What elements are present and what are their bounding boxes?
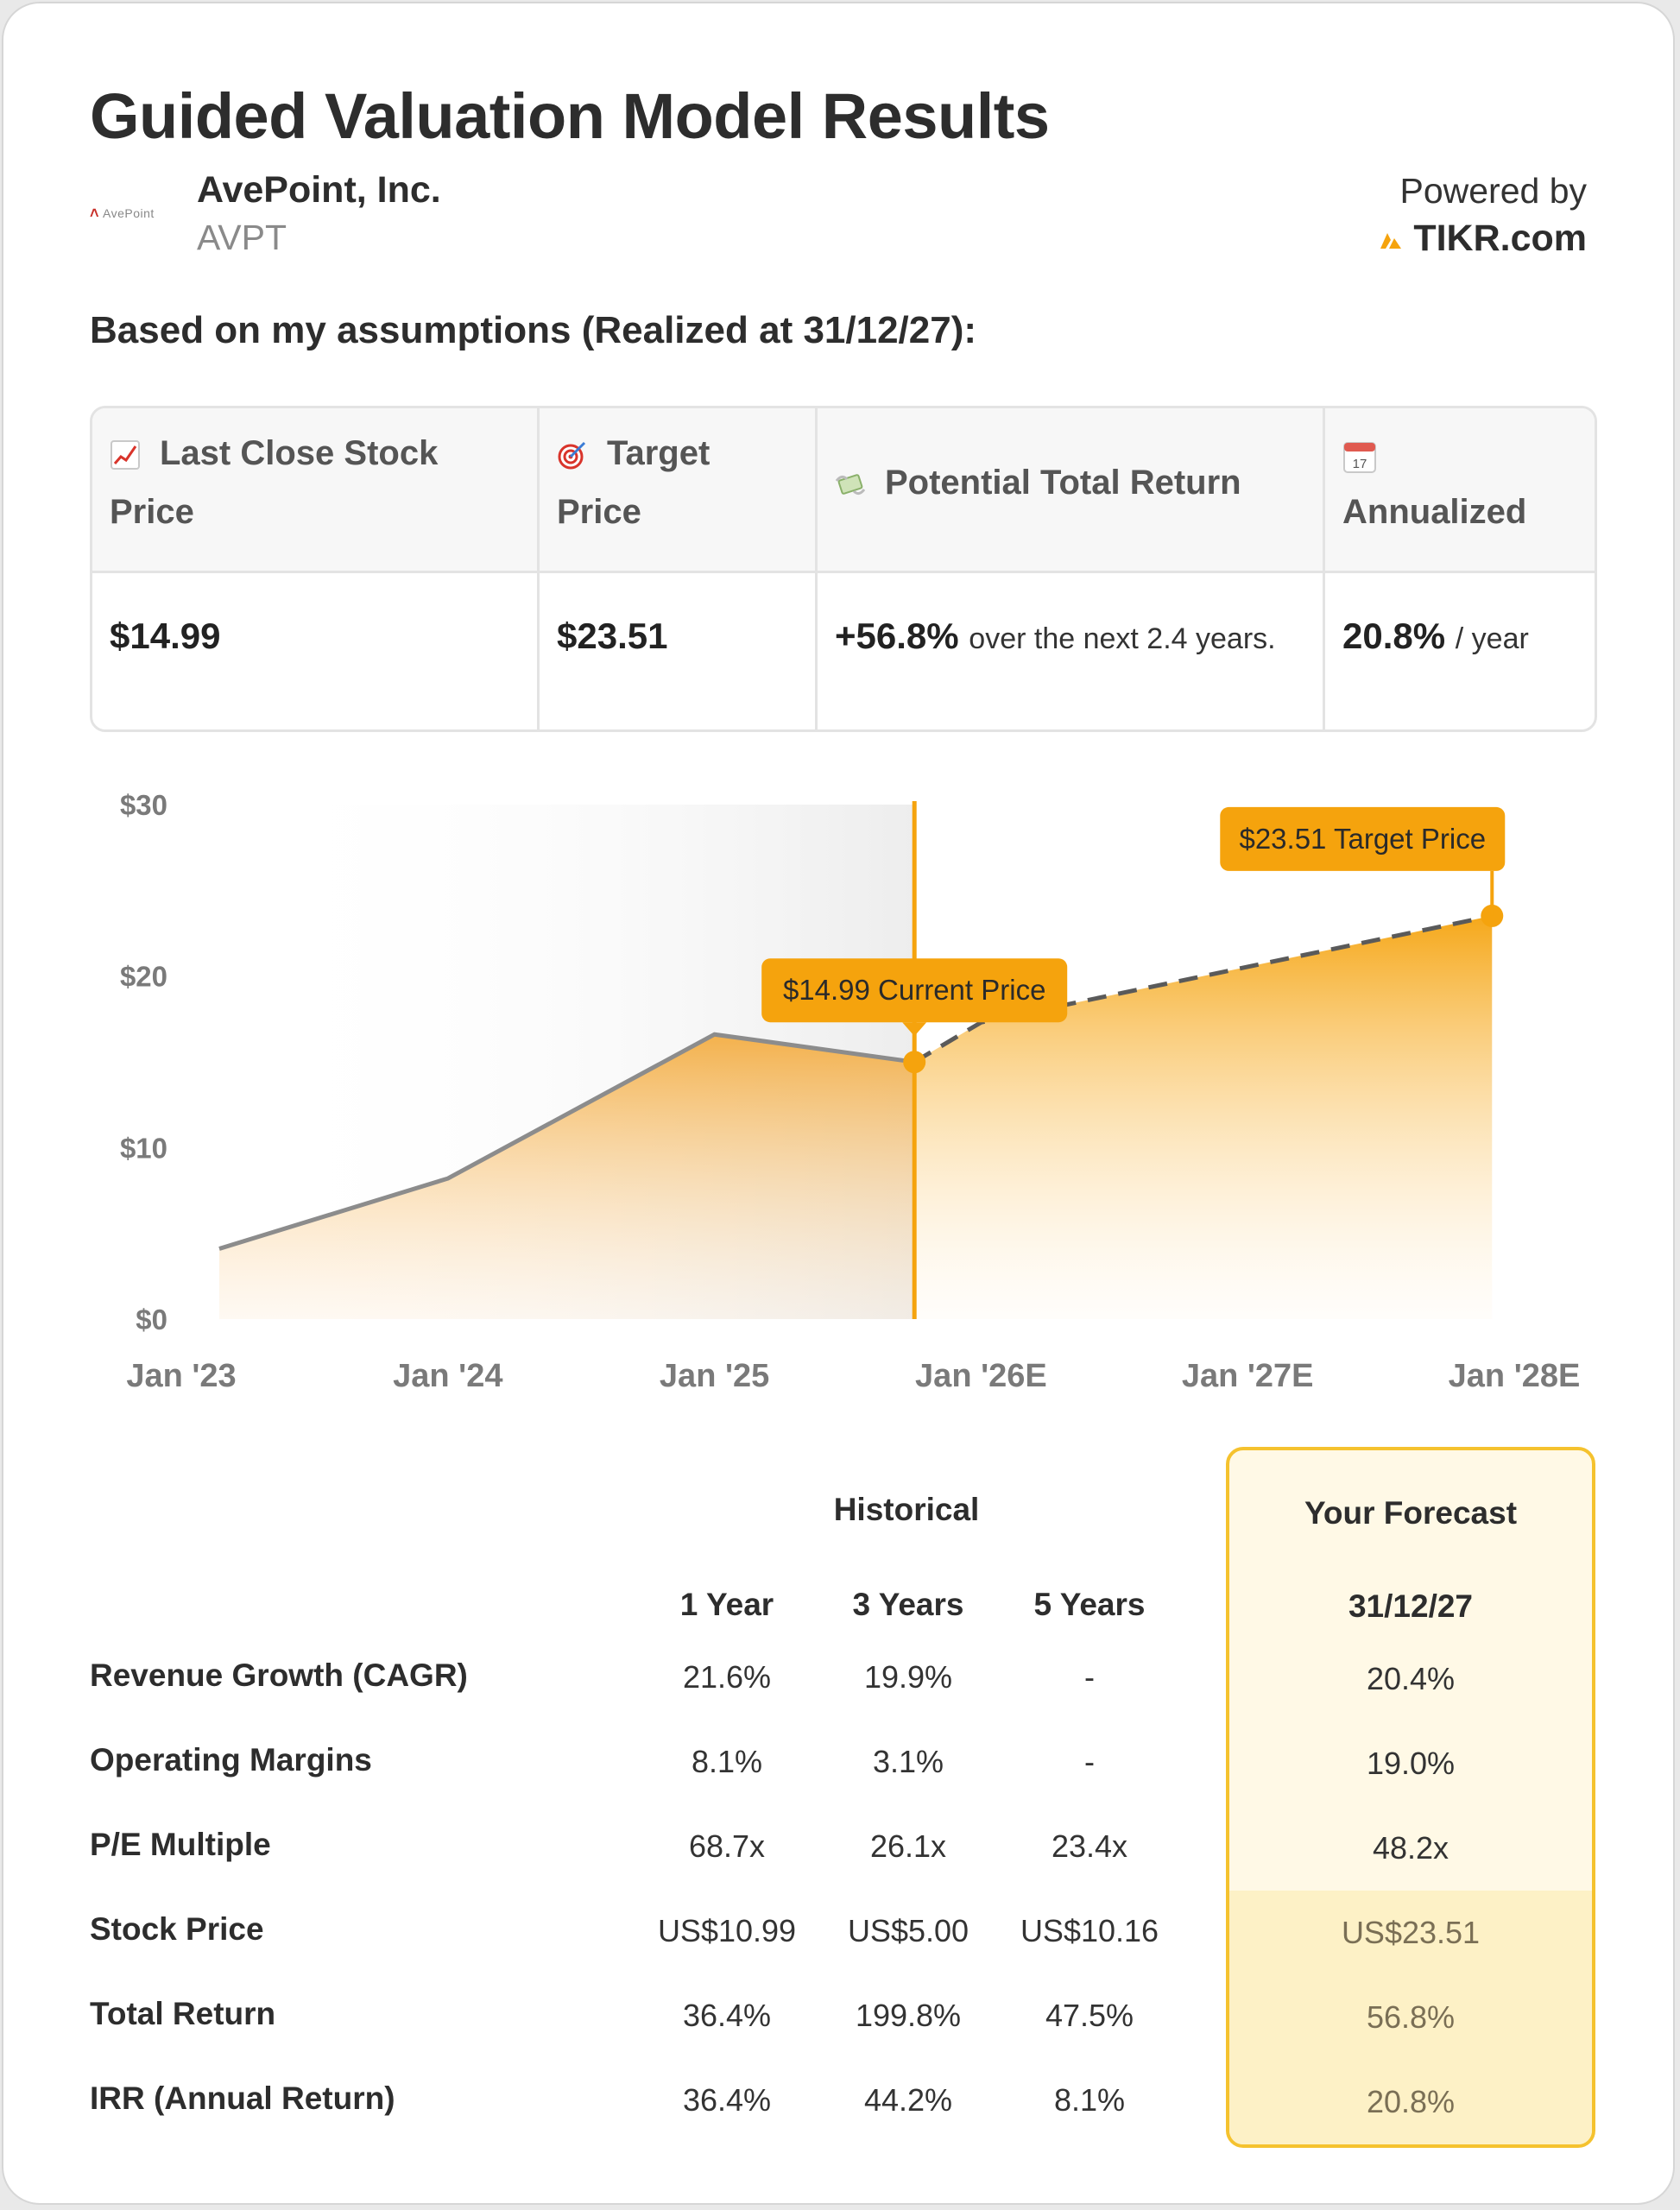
metric-value: 68.7x [688,1828,766,1864]
x-tick-label: Jan '26E [915,1358,1047,1394]
metric-row-label: P/E Multiple [90,1827,271,1862]
metric-row-label: Total Return [90,1996,276,2031]
target-column [540,408,818,729]
metric-value: 36.4% [682,1998,772,2033]
annotation-label: $14.99 Current Price [782,974,1046,1007]
col-5-years: 5 Years [1033,1587,1146,1622]
forecast-value: 48.2x [1372,1830,1449,1866]
forecast-date: 31/12/27 [1348,1588,1474,1624]
chart-increasing-icon [110,439,141,470]
metric-value: - [1084,1659,1095,1695]
results-card [2,2,1675,2205]
forecast-value: 56.8% [1366,1999,1456,2035]
last-close-label-line2: Price [110,493,194,531]
last-close-value: $14.99 [110,616,221,656]
y-tick-label: $0 [136,1304,167,1335]
metric-value: 199.8% [855,1998,962,2033]
col-1-year: 1 Year [679,1587,774,1622]
target-label: Target [557,424,710,483]
summary-table [90,406,1597,732]
total-return-label: Potential Total Return [835,453,1241,512]
annualized-label: Annualized [1342,493,1527,531]
annualized-subtext: / year [1455,622,1529,655]
price-chart [3,772,1677,1428]
forecast-panel [1226,1447,1595,2148]
metric-row-label: Stock Price [90,1911,264,1947]
forecast-value: US$23.51 [1341,1915,1481,1950]
metric-value: 36.4% [682,2082,772,2118]
assumptions-heading: Based on my assumptions (Realized at 31/12/27): [90,309,977,351]
total-return-column [818,408,1325,729]
company-logo-text: AvePoint [103,206,155,220]
metric-value: 47.5% [1045,1998,1134,2033]
tikr-logo-icon [1379,228,1405,250]
forecast-value: 19.0% [1366,1746,1456,1781]
tikr-brand-link[interactable] [1379,218,1587,260]
annualized-value: 20.8% / year [1342,616,1529,656]
target-label-line2: Price [557,493,641,531]
metric-row-label: IRR (Annual Return) [90,2081,395,2116]
x-tick-label: Jan '27E [1181,1358,1314,1394]
target-value: $23.51 [557,616,668,656]
annualized-column [1325,408,1597,729]
y-tick-label: $20 [119,960,167,993]
x-tick-label: Jan '23 [126,1358,237,1394]
calendar-icon [1342,439,1377,474]
forecast-header: Your Forecast [1304,1495,1518,1531]
metric-value: - [1084,1744,1095,1779]
page-title: Guided Valuation Model Results [90,80,1050,152]
target-price-annotation [1220,807,1505,916]
metric-value: 23.4x [1051,1828,1128,1864]
last-close-label: Last Close Stock [110,424,438,483]
annotation-label: $23.51 Target Price [1239,822,1487,855]
x-tick-label: Jan '25 [659,1358,770,1394]
metric-row-label: Revenue Growth (CAGR) [90,1658,468,1693]
company-name: AvePoint, Inc. [197,169,441,211]
forecast-value: 20.4% [1366,1661,1456,1696]
metric-value: 8.1% [1053,2082,1126,2118]
metric-row-label: Operating Margins [90,1742,372,1777]
metric-value: 26.1x [869,1828,947,1864]
y-tick-label: $10 [119,1132,167,1165]
metric-value: US$5.00 [847,1913,969,1948]
target-icon [557,439,588,470]
total-return-subtext: over the next 2.4 years. [969,622,1276,655]
y-tick-label: $30 [119,789,167,821]
historical-header: Historical [833,1492,980,1527]
metric-value: US$10.16 [1020,1913,1159,1948]
tikr-brand-text: TIKR.com [1413,218,1587,259]
avepoint-logo-icon: ˄ [90,204,100,222]
money-wings-icon [835,469,866,500]
powered-by-label: Powered by [1399,171,1587,211]
metric-value: 44.2% [863,2082,953,2118]
x-tick-label: Jan '28E [1448,1358,1581,1394]
metric-value: 19.9% [863,1659,953,1695]
last-close-column [92,408,540,729]
current-price-point [903,1051,925,1073]
metric-value: 3.1% [872,1744,944,1779]
metric-value: US$10.99 [657,1913,797,1948]
metric-value: 21.6% [682,1659,772,1695]
total-return-value: +56.8% over the next 2.4 years. [835,616,1276,656]
x-tick-label: Jan '24 [393,1358,503,1394]
calendar-day-number: 17 [1352,457,1367,471]
col-3-years: 3 Years [852,1587,964,1622]
company-ticker: AVPT [197,218,287,257]
company-logo [90,204,155,223]
forecast-value: 20.8% [1366,2084,1456,2119]
metric-value: 8.1% [691,1744,763,1779]
